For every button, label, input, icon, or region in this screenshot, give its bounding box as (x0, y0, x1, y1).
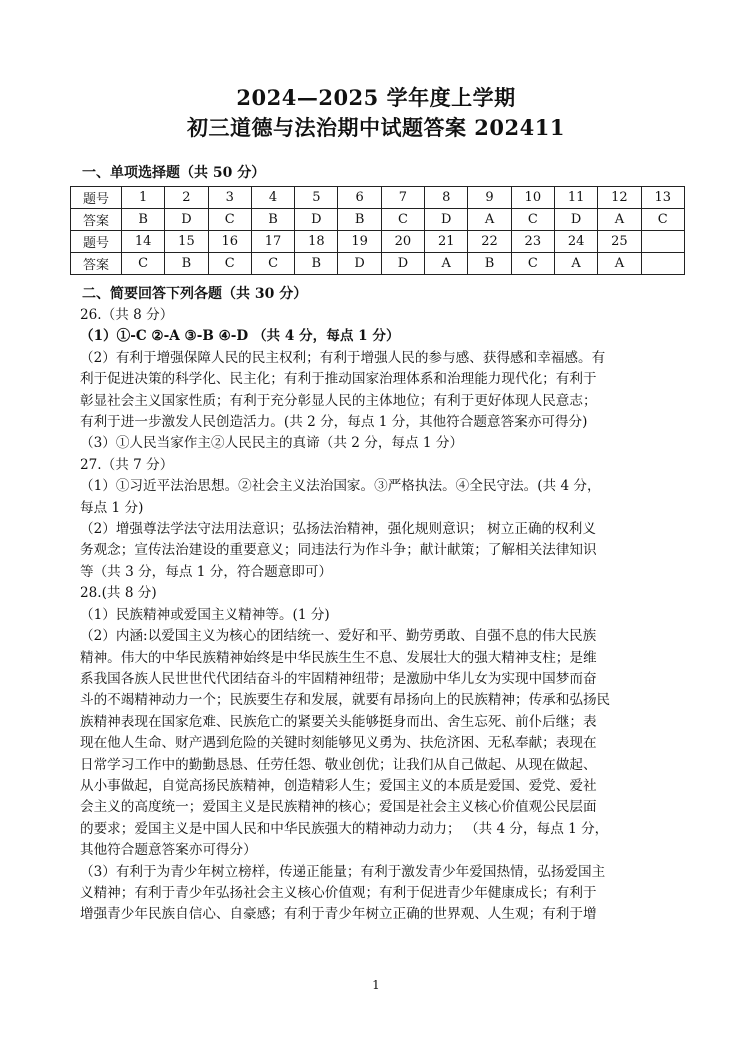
table-cell: 17 (251, 231, 294, 253)
document-subtitle: 初三道德与法治期中试题答案 202411 (187, 115, 565, 140)
table-cell: 4 (251, 187, 294, 209)
table-cell: 3 (208, 187, 251, 209)
table-cell: C (641, 209, 684, 231)
table-cell: A (598, 253, 641, 275)
text-line: 义精神；有利于青少年弘扬社会主义核心价值观；有利于促进青少年健康成长；有利于 (80, 884, 597, 901)
table-cell: 25 (598, 231, 641, 253)
document-title: 2024—2025 学年度上学期 (236, 85, 516, 110)
page-number: 1 (372, 978, 380, 992)
text-line: （3）有利于为青少年树立榜样，传递正能量；有利于激发青少年爱国热情，弘扬爱国主 (80, 863, 606, 880)
table-cell: 24 (554, 231, 597, 253)
row-header-cell: 题号 (71, 187, 122, 209)
row-header-cell: 题号 (71, 231, 122, 253)
table-row (71, 253, 685, 275)
section-heading-choice: 一、单项选择题（共 50 分） (82, 165, 266, 181)
text-line: 27.（共 7 分） (80, 456, 174, 473)
table-cell: C (122, 253, 165, 275)
text-line: 每点 1 分) (80, 499, 144, 516)
table-cell: 19 (338, 231, 381, 253)
text-line: 增强青少年民族自信心、自豪感；有利于青少年树立正确的世界观、人生观；有利于增 (80, 906, 597, 923)
table-cell: A (425, 253, 468, 275)
table-cell: D (338, 253, 381, 275)
text-line: （1）民族精神或爱国主义精神等。(1 分) (80, 606, 330, 623)
table-cell: 6 (338, 187, 381, 209)
table-cell: A (554, 253, 597, 275)
table-cell: 14 (122, 231, 165, 253)
table-cell: 8 (425, 187, 468, 209)
table-cell: D (295, 209, 338, 231)
table-cell: B (338, 209, 381, 231)
text-line: 28.(共 8 分) (80, 585, 157, 602)
table-cell: B (165, 253, 208, 275)
table-cell: 13 (641, 187, 684, 209)
table-cell: 18 (295, 231, 338, 253)
text-line: 等（共 3 分，每点 1 分，符合题意即可） (80, 563, 333, 580)
table-cell: B (251, 209, 294, 231)
table-cell: C (208, 253, 251, 275)
text-line: 其他符合题意答案亦可得分） (80, 842, 257, 859)
table-cell (641, 231, 684, 253)
table-cell: 1 (122, 187, 165, 209)
table-cell: 22 (468, 231, 511, 253)
table-cell: 10 (511, 187, 554, 209)
text-line: 族精神表现在国家危难、民族危亡的紧要关头能够挺身而出、舍生忘死、前仆后继；表 (80, 713, 597, 730)
table-cell: 2 (165, 187, 208, 209)
text-line: 有利于进一步激发人民创造活力。(共 2 分，每点 1 分，其他符合题意答案亦可得分) (80, 414, 588, 431)
text-line: （2）内涵:以爱国主义为核心的团结统一、爱好和平、勤劳勇敢、自强不息的伟大民族 (80, 628, 597, 645)
table-cell: 5 (295, 187, 338, 209)
table-cell: 11 (554, 187, 597, 209)
table-cell: C (381, 209, 424, 231)
table-cell: B (122, 209, 165, 231)
table-cell: A (598, 209, 641, 231)
text-line: 的要求；爱国主义是中国人民和中华民族强大的精神动力动力； （共 4 分，每点 1 分， (80, 820, 609, 837)
table-cell: C (511, 209, 554, 231)
text-line: 日常学习工作中的勤勤恳恳、任劳任怨、敬业创优；让我们从自己做起、从现在做起、 (80, 756, 597, 773)
row-header-cell: 答案 (71, 253, 122, 275)
text-line: 26.（共 8 分） (80, 307, 174, 323)
table-cell: B (468, 253, 511, 275)
table-cell: D (554, 209, 597, 231)
table-cell: 23 (511, 231, 554, 253)
table-cell: C (251, 253, 294, 275)
table-cell: A (468, 209, 511, 231)
text-line: （1）①习近平法治思想。②社会主义法治国家。③严格执法。④全民守法。(共 4 分， (80, 478, 601, 495)
text-line: 利于促进决策的科学化、民主化；有利于推动国家治理体系和治理能力现代化；有利于 (80, 371, 597, 388)
table-cell: 21 (425, 231, 468, 253)
table-cell: C (511, 253, 554, 275)
table-row (71, 231, 685, 253)
text-line: 精神。伟大的中华民族精神始终是中华民族生生不息、发展壮大的强大精神支柱；是维 (80, 649, 597, 666)
text-line: 务观念；宣传法治建设的重要意义；同违法行为作斗争；献计献策；了解相关法律知识 (80, 542, 597, 559)
section-heading-short-answer: 二、简要回答下列各题（共 30 分） (82, 286, 308, 302)
text-line: 会主义的高度统一；爱国主义是民族精神的核心；爱国是社会主义核心价值观公民层面 (80, 799, 597, 816)
text-line: 系我国各族人民世世代代团结奋斗的牢固精神纽带；是激励中华儿女为实现中国梦而奋 (80, 670, 597, 687)
table-cell: 12 (598, 187, 641, 209)
table-row (71, 209, 685, 231)
text-line: 斗的不竭精神动力一个；民族要生存和发展，就要有昂扬向上的民族精神；传承和弘扬民 (80, 692, 611, 709)
text-line: 彰显社会主义国家性质；有利于充分彰显人民的主体地位；有利于更好体现人民意志； (80, 392, 597, 409)
table-cell: 9 (468, 187, 511, 209)
text-line: （2）有利于增强保障人民的民主权利；有利于增强人民的参与感、获得感和幸福感。有 (80, 349, 606, 366)
text-line: 从小事做起，自觉高扬民族精神，创造精彩人生；爱国主义的本质是爱国、爱党、爱社 (80, 777, 597, 794)
answer-body (80, 305, 680, 926)
row-header-cell: 答案 (71, 209, 122, 231)
table-cell: D (425, 209, 468, 231)
answer-table (70, 186, 685, 275)
table-cell: D (381, 253, 424, 275)
table-cell: 7 (381, 187, 424, 209)
table-cell: 20 (381, 231, 424, 253)
text-line: 现在他人生命、财产遇到危险的关键时刻能够见义勇为、扶危济困、无私奉献；表现在 (80, 735, 597, 752)
table-cell: B (295, 253, 338, 275)
table-row (71, 187, 685, 209)
table-cell (641, 253, 684, 275)
text-line: （1）①-C ②-A ③-B ④-D （共 4 分，每点 1 分） (80, 328, 400, 345)
table-cell: C (208, 209, 251, 231)
text-line: （2）增强尊法学法守法用法意识；弘扬法治精神，强化规则意识； 树立正确的权利义 (80, 521, 596, 538)
table-cell: 15 (165, 231, 208, 253)
text-line: （3）①人民当家作主②人民民主的真谛（共 2 分，每点 1 分） (80, 435, 464, 452)
table-cell: 16 (208, 231, 251, 253)
table-cell: D (165, 209, 208, 231)
